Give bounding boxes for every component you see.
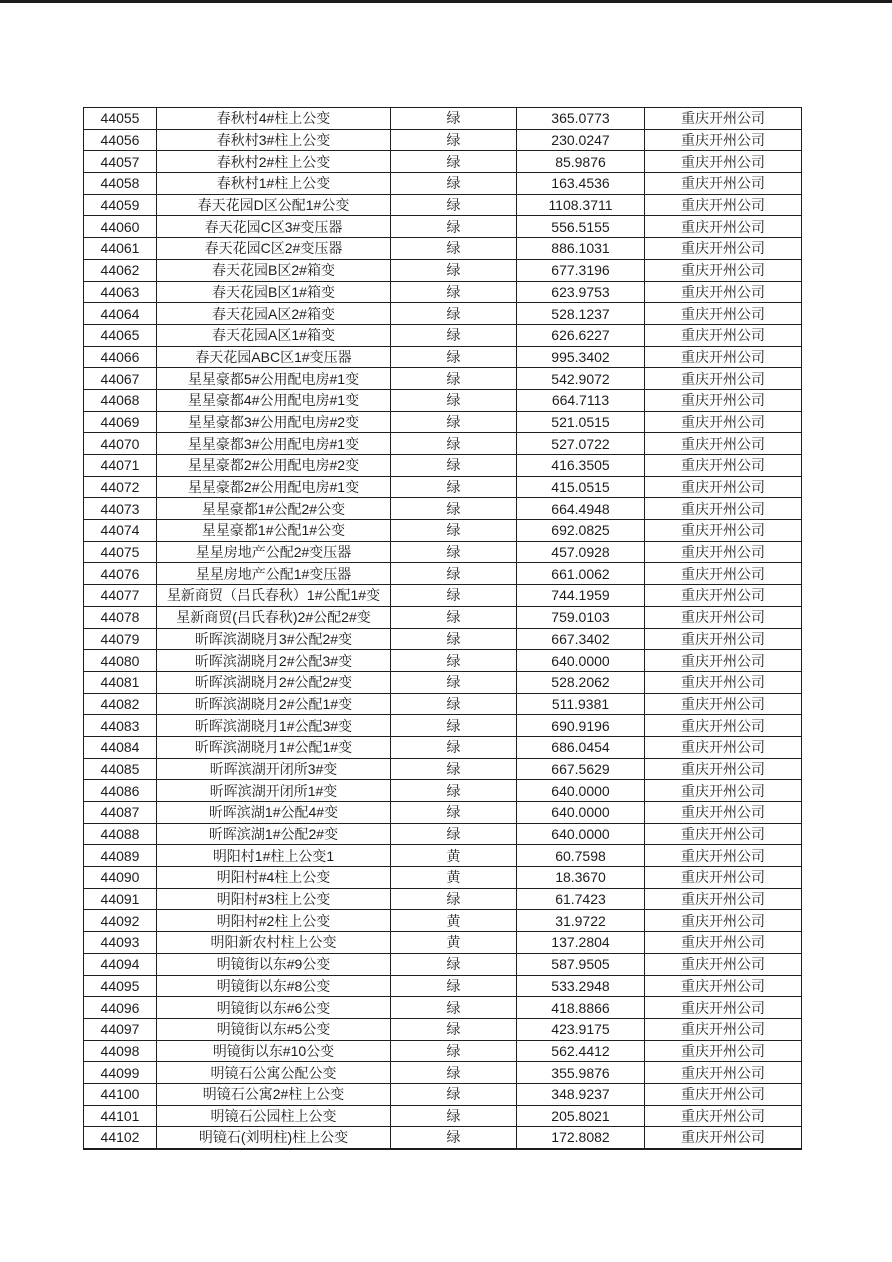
row-company-cell: 重庆开州公司 [645,541,802,563]
row-id-cell: 44101 [84,1105,157,1127]
row-name-cell: 昕晖滨湖晓月2#公配1#变 [157,693,391,715]
row-company-cell: 重庆开州公司 [645,1127,802,1149]
row-status-cell: 绿 [391,693,517,715]
table-row [84,498,802,520]
row-value-cell: 677.3196 [517,259,645,281]
row-name-cell: 春天花园B区1#箱变 [157,281,391,303]
row-company-cell: 重庆开州公司 [645,520,802,542]
row-status-cell: 绿 [391,1083,517,1105]
row-company-cell: 重庆开州公司 [645,129,802,151]
row-status-cell: 绿 [391,541,517,563]
table-row [84,259,802,281]
row-company-cell: 重庆开州公司 [645,1018,802,1040]
row-status-cell: 绿 [391,433,517,455]
row-name-cell: 春秋村4#柱上公变 [157,108,391,130]
row-company-cell: 重庆开州公司 [645,389,802,411]
row-name-cell: 星星豪都4#公用配电房#1变 [157,389,391,411]
row-company-cell: 重庆开州公司 [645,173,802,195]
row-id-cell: 44092 [84,910,157,932]
table-row [84,389,802,411]
row-status-cell: 绿 [391,216,517,238]
row-id-cell: 44075 [84,541,157,563]
row-company-cell: 重庆开州公司 [645,975,802,997]
row-id-cell: 44096 [84,997,157,1019]
table-row [84,1083,802,1105]
row-name-cell: 星新商贸（吕氏春秋）1#公配1#变 [157,585,391,607]
row-id-cell: 44084 [84,736,157,758]
row-id-cell: 44099 [84,1062,157,1084]
table-row [84,736,802,758]
row-id-cell: 44098 [84,1040,157,1062]
row-id-cell: 44081 [84,671,157,693]
table-row [84,845,802,867]
row-company-cell: 重庆开州公司 [645,758,802,780]
row-name-cell: 星星豪都3#公用配电房#2变 [157,411,391,433]
row-value-cell: 348.9237 [517,1083,645,1105]
row-company-cell: 重庆开州公司 [645,216,802,238]
row-value-cell: 528.1237 [517,303,645,325]
table-row [84,606,802,628]
table-row [84,1018,802,1040]
row-name-cell: 星星豪都3#公用配电房#1变 [157,433,391,455]
row-status-cell: 绿 [391,346,517,368]
table-row [84,693,802,715]
row-name-cell: 星星房地产公配1#变压器 [157,563,391,585]
table-row [84,802,802,824]
row-name-cell: 明镜石公寓2#柱上公变 [157,1083,391,1105]
row-id-cell: 44055 [84,108,157,130]
row-id-cell: 44060 [84,216,157,238]
row-value-cell: 60.7598 [517,845,645,867]
row-status-cell: 绿 [391,259,517,281]
row-status-cell: 绿 [391,368,517,390]
row-status-cell: 绿 [391,953,517,975]
row-id-cell: 44085 [84,758,157,780]
row-id-cell: 44080 [84,650,157,672]
row-id-cell: 44088 [84,823,157,845]
table-row [84,823,802,845]
row-status-cell: 绿 [391,715,517,737]
row-status-cell: 绿 [391,281,517,303]
table-row [84,910,802,932]
row-id-cell: 44082 [84,693,157,715]
table-row [84,541,802,563]
row-status-cell: 绿 [391,606,517,628]
row-id-cell: 44095 [84,975,157,997]
row-value-cell: 664.7113 [517,389,645,411]
row-name-cell: 明阳村#3柱上公变 [157,888,391,910]
row-value-cell: 686.0454 [517,736,645,758]
row-status-cell: 绿 [391,802,517,824]
row-status-cell: 绿 [391,997,517,1019]
table-row [84,780,802,802]
table-row [84,368,802,390]
row-id-cell: 44079 [84,628,157,650]
transformer-table [83,107,802,1150]
row-status-cell: 绿 [391,389,517,411]
row-name-cell: 星星豪都1#公配1#公变 [157,520,391,542]
row-company-cell: 重庆开州公司 [645,563,802,585]
row-name-cell: 春秋村1#柱上公变 [157,173,391,195]
row-id-cell: 44072 [84,476,157,498]
table-row [84,997,802,1019]
row-value-cell: 511.9381 [517,693,645,715]
page-top-rule [0,0,892,3]
row-name-cell: 春天花园A区2#箱变 [157,303,391,325]
row-company-cell: 重庆开州公司 [645,1083,802,1105]
row-value-cell: 527.0722 [517,433,645,455]
row-value-cell: 85.9876 [517,151,645,173]
row-company-cell: 重庆开州公司 [645,1040,802,1062]
row-name-cell: 星星豪都2#公用配电房#2变 [157,455,391,477]
row-status-cell: 黄 [391,867,517,889]
row-status-cell: 黄 [391,932,517,954]
row-id-cell: 44059 [84,194,157,216]
row-value-cell: 528.2062 [517,671,645,693]
row-id-cell: 44094 [84,953,157,975]
row-status-cell: 绿 [391,1105,517,1127]
row-value-cell: 623.9753 [517,281,645,303]
row-name-cell: 明阳村#2柱上公变 [157,910,391,932]
row-status-cell: 绿 [391,411,517,433]
table-row [84,433,802,455]
row-company-cell: 重庆开州公司 [645,346,802,368]
row-company-cell: 重庆开州公司 [645,303,802,325]
row-id-cell: 44077 [84,585,157,607]
row-status-cell: 绿 [391,628,517,650]
row-name-cell: 春天花园ABC区1#变压器 [157,346,391,368]
row-company-cell: 重庆开州公司 [645,324,802,346]
row-id-cell: 44056 [84,129,157,151]
row-status-cell: 绿 [391,194,517,216]
row-company-cell: 重庆开州公司 [645,281,802,303]
row-company-cell: 重庆开州公司 [645,259,802,281]
row-id-cell: 44057 [84,151,157,173]
table-row [84,476,802,498]
row-id-cell: 44089 [84,845,157,867]
row-company-cell: 重庆开州公司 [645,780,802,802]
row-company-cell: 重庆开州公司 [645,238,802,260]
row-status-cell: 绿 [391,671,517,693]
row-id-cell: 44102 [84,1127,157,1149]
row-id-cell: 44066 [84,346,157,368]
row-id-cell: 44073 [84,498,157,520]
row-company-cell: 重庆开州公司 [645,845,802,867]
row-name-cell: 明镜石公寓公配公变 [157,1062,391,1084]
row-company-cell: 重庆开州公司 [645,108,802,130]
row-company-cell: 重庆开州公司 [645,650,802,672]
row-value-cell: 163.4536 [517,173,645,195]
row-status-cell: 绿 [391,975,517,997]
table-row [84,563,802,585]
table-row [84,346,802,368]
row-id-cell: 44090 [84,867,157,889]
row-value-cell: 230.0247 [517,129,645,151]
row-name-cell: 昕晖滨湖晓月1#公配1#变 [157,736,391,758]
table-row [84,1105,802,1127]
table-row [84,650,802,672]
table-row [84,194,802,216]
row-name-cell: 昕晖滨湖1#公配2#变 [157,823,391,845]
row-id-cell: 44061 [84,238,157,260]
row-name-cell: 明阳新农村柱上公变 [157,932,391,954]
row-company-cell: 重庆开州公司 [645,455,802,477]
row-status-cell: 绿 [391,1127,517,1149]
row-company-cell: 重庆开州公司 [645,368,802,390]
row-status-cell: 绿 [391,476,517,498]
row-id-cell: 44083 [84,715,157,737]
table-row [84,975,802,997]
row-name-cell: 明镜街以东#10公变 [157,1040,391,1062]
row-company-cell: 重庆开州公司 [645,1105,802,1127]
row-name-cell: 昕晖滨湖晓月2#公配3#变 [157,650,391,672]
table-row [84,628,802,650]
row-company-cell: 重庆开州公司 [645,151,802,173]
row-value-cell: 587.9505 [517,953,645,975]
row-value-cell: 759.0103 [517,606,645,628]
table-row [84,108,802,130]
row-value-cell: 418.8866 [517,997,645,1019]
row-value-cell: 667.5629 [517,758,645,780]
table-row [84,585,802,607]
row-company-cell: 重庆开州公司 [645,802,802,824]
row-company-cell: 重庆开州公司 [645,997,802,1019]
row-name-cell: 明镜街以东#9公变 [157,953,391,975]
table-row [84,671,802,693]
table-row [84,715,802,737]
row-company-cell: 重庆开州公司 [645,953,802,975]
row-status-cell: 绿 [391,520,517,542]
row-status-cell: 绿 [391,108,517,130]
row-company-cell: 重庆开州公司 [645,628,802,650]
table-row [84,324,802,346]
row-status-cell: 绿 [391,736,517,758]
row-status-cell: 绿 [391,151,517,173]
row-id-cell: 44058 [84,173,157,195]
table-row [84,758,802,780]
row-company-cell: 重庆开州公司 [645,888,802,910]
row-status-cell: 绿 [391,1062,517,1084]
row-status-cell: 绿 [391,303,517,325]
table-body [84,108,802,1149]
row-status-cell: 绿 [391,1040,517,1062]
table-row [84,1062,802,1084]
row-name-cell: 明阳村#4柱上公变 [157,867,391,889]
row-company-cell: 重庆开州公司 [645,433,802,455]
row-value-cell: 533.2948 [517,975,645,997]
row-value-cell: 365.0773 [517,108,645,130]
row-value-cell: 692.0825 [517,520,645,542]
row-value-cell: 205.8021 [517,1105,645,1127]
row-name-cell: 明镜街以东#8公变 [157,975,391,997]
row-name-cell: 明镜街以东#6公变 [157,997,391,1019]
row-status-cell: 绿 [391,888,517,910]
row-value-cell: 640.0000 [517,780,645,802]
row-company-cell: 重庆开州公司 [645,932,802,954]
row-value-cell: 886.1031 [517,238,645,260]
row-name-cell: 星新商贸(吕氏春秋)2#公配2#变 [157,606,391,628]
row-company-cell: 重庆开州公司 [645,715,802,737]
row-name-cell: 春天花园A区1#箱变 [157,324,391,346]
row-value-cell: 690.9196 [517,715,645,737]
row-company-cell: 重庆开州公司 [645,498,802,520]
table-row [84,129,802,151]
row-name-cell: 明镜石(刘明柱)柱上公变 [157,1127,391,1149]
row-value-cell: 61.7423 [517,888,645,910]
row-status-cell: 绿 [391,650,517,672]
row-id-cell: 44076 [84,563,157,585]
row-company-cell: 重庆开州公司 [645,736,802,758]
row-status-cell: 绿 [391,455,517,477]
row-company-cell: 重庆开州公司 [645,476,802,498]
row-value-cell: 457.0928 [517,541,645,563]
row-value-cell: 18.3670 [517,867,645,889]
row-value-cell: 423.9175 [517,1018,645,1040]
row-name-cell: 昕晖滨湖晓月1#公配3#变 [157,715,391,737]
table-row [84,238,802,260]
row-value-cell: 542.9072 [517,368,645,390]
row-value-cell: 137.2804 [517,932,645,954]
row-name-cell: 春秋村3#柱上公变 [157,129,391,151]
row-name-cell: 春秋村2#柱上公变 [157,151,391,173]
row-company-cell: 重庆开州公司 [645,910,802,932]
row-company-cell: 重庆开州公司 [645,411,802,433]
row-status-cell: 绿 [391,780,517,802]
row-value-cell: 664.4948 [517,498,645,520]
row-value-cell: 355.9876 [517,1062,645,1084]
row-id-cell: 44097 [84,1018,157,1040]
row-name-cell: 昕晖滨湖开闭所1#变 [157,780,391,802]
row-status-cell: 黄 [391,910,517,932]
row-name-cell: 星星豪都2#公用配电房#1变 [157,476,391,498]
row-status-cell: 绿 [391,238,517,260]
table-row [84,953,802,975]
row-value-cell: 626.6227 [517,324,645,346]
row-id-cell: 44100 [84,1083,157,1105]
row-company-cell: 重庆开州公司 [645,585,802,607]
row-id-cell: 44078 [84,606,157,628]
table-row [84,411,802,433]
table-row [84,520,802,542]
row-id-cell: 44069 [84,411,157,433]
row-company-cell: 重庆开州公司 [645,194,802,216]
table-row [84,932,802,954]
row-status-cell: 绿 [391,823,517,845]
row-value-cell: 521.0515 [517,411,645,433]
row-status-cell: 黄 [391,845,517,867]
row-name-cell: 明阳村1#柱上公变1 [157,845,391,867]
table-row [84,1040,802,1062]
row-value-cell: 415.0515 [517,476,645,498]
row-status-cell: 绿 [391,498,517,520]
row-id-cell: 44067 [84,368,157,390]
row-value-cell: 661.0062 [517,563,645,585]
row-id-cell: 44070 [84,433,157,455]
row-name-cell: 春天花园B区2#箱变 [157,259,391,281]
row-id-cell: 44064 [84,303,157,325]
table-row [84,173,802,195]
row-value-cell: 640.0000 [517,650,645,672]
row-name-cell: 春天花园C区3#变压器 [157,216,391,238]
row-status-cell: 绿 [391,758,517,780]
row-value-cell: 744.1959 [517,585,645,607]
row-value-cell: 1108.3711 [517,194,645,216]
row-name-cell: 昕晖滨湖晓月2#公配2#变 [157,671,391,693]
table-row [84,281,802,303]
table-row [84,216,802,238]
table-row [84,867,802,889]
row-name-cell: 星星房地产公配2#变压器 [157,541,391,563]
row-status-cell: 绿 [391,129,517,151]
row-id-cell: 44093 [84,932,157,954]
table-row [84,888,802,910]
row-status-cell: 绿 [391,1018,517,1040]
row-value-cell: 640.0000 [517,823,645,845]
row-id-cell: 44062 [84,259,157,281]
table-row [84,455,802,477]
row-name-cell: 昕晖滨湖开闭所3#变 [157,758,391,780]
row-id-cell: 44065 [84,324,157,346]
row-company-cell: 重庆开州公司 [645,606,802,628]
row-value-cell: 31.9722 [517,910,645,932]
table-row [84,1127,802,1149]
row-value-cell: 640.0000 [517,802,645,824]
row-name-cell: 星星豪都5#公用配电房#1变 [157,368,391,390]
row-value-cell: 995.3402 [517,346,645,368]
row-id-cell: 44074 [84,520,157,542]
row-id-cell: 44086 [84,780,157,802]
row-status-cell: 绿 [391,585,517,607]
row-id-cell: 44087 [84,802,157,824]
row-value-cell: 556.5155 [517,216,645,238]
row-status-cell: 绿 [391,324,517,346]
table-row [84,151,802,173]
row-name-cell: 明镜石公园柱上公变 [157,1105,391,1127]
row-name-cell: 春天花园C区2#变压器 [157,238,391,260]
row-id-cell: 44091 [84,888,157,910]
row-id-cell: 44063 [84,281,157,303]
row-company-cell: 重庆开州公司 [645,1062,802,1084]
table-row [84,303,802,325]
row-name-cell: 昕晖滨湖1#公配4#变 [157,802,391,824]
row-name-cell: 明镜街以东#5公变 [157,1018,391,1040]
row-company-cell: 重庆开州公司 [645,823,802,845]
row-company-cell: 重庆开州公司 [645,867,802,889]
row-status-cell: 绿 [391,563,517,585]
row-id-cell: 44071 [84,455,157,477]
row-name-cell: 星星豪都1#公配2#公变 [157,498,391,520]
row-name-cell: 昕晖滨湖晓月3#公配2#变 [157,628,391,650]
row-status-cell: 绿 [391,173,517,195]
row-value-cell: 172.8082 [517,1127,645,1149]
row-value-cell: 667.3402 [517,628,645,650]
row-name-cell: 春天花园D区公配1#公变 [157,194,391,216]
row-value-cell: 562.4412 [517,1040,645,1062]
row-value-cell: 416.3505 [517,455,645,477]
row-id-cell: 44068 [84,389,157,411]
row-company-cell: 重庆开州公司 [645,671,802,693]
row-company-cell: 重庆开州公司 [645,693,802,715]
